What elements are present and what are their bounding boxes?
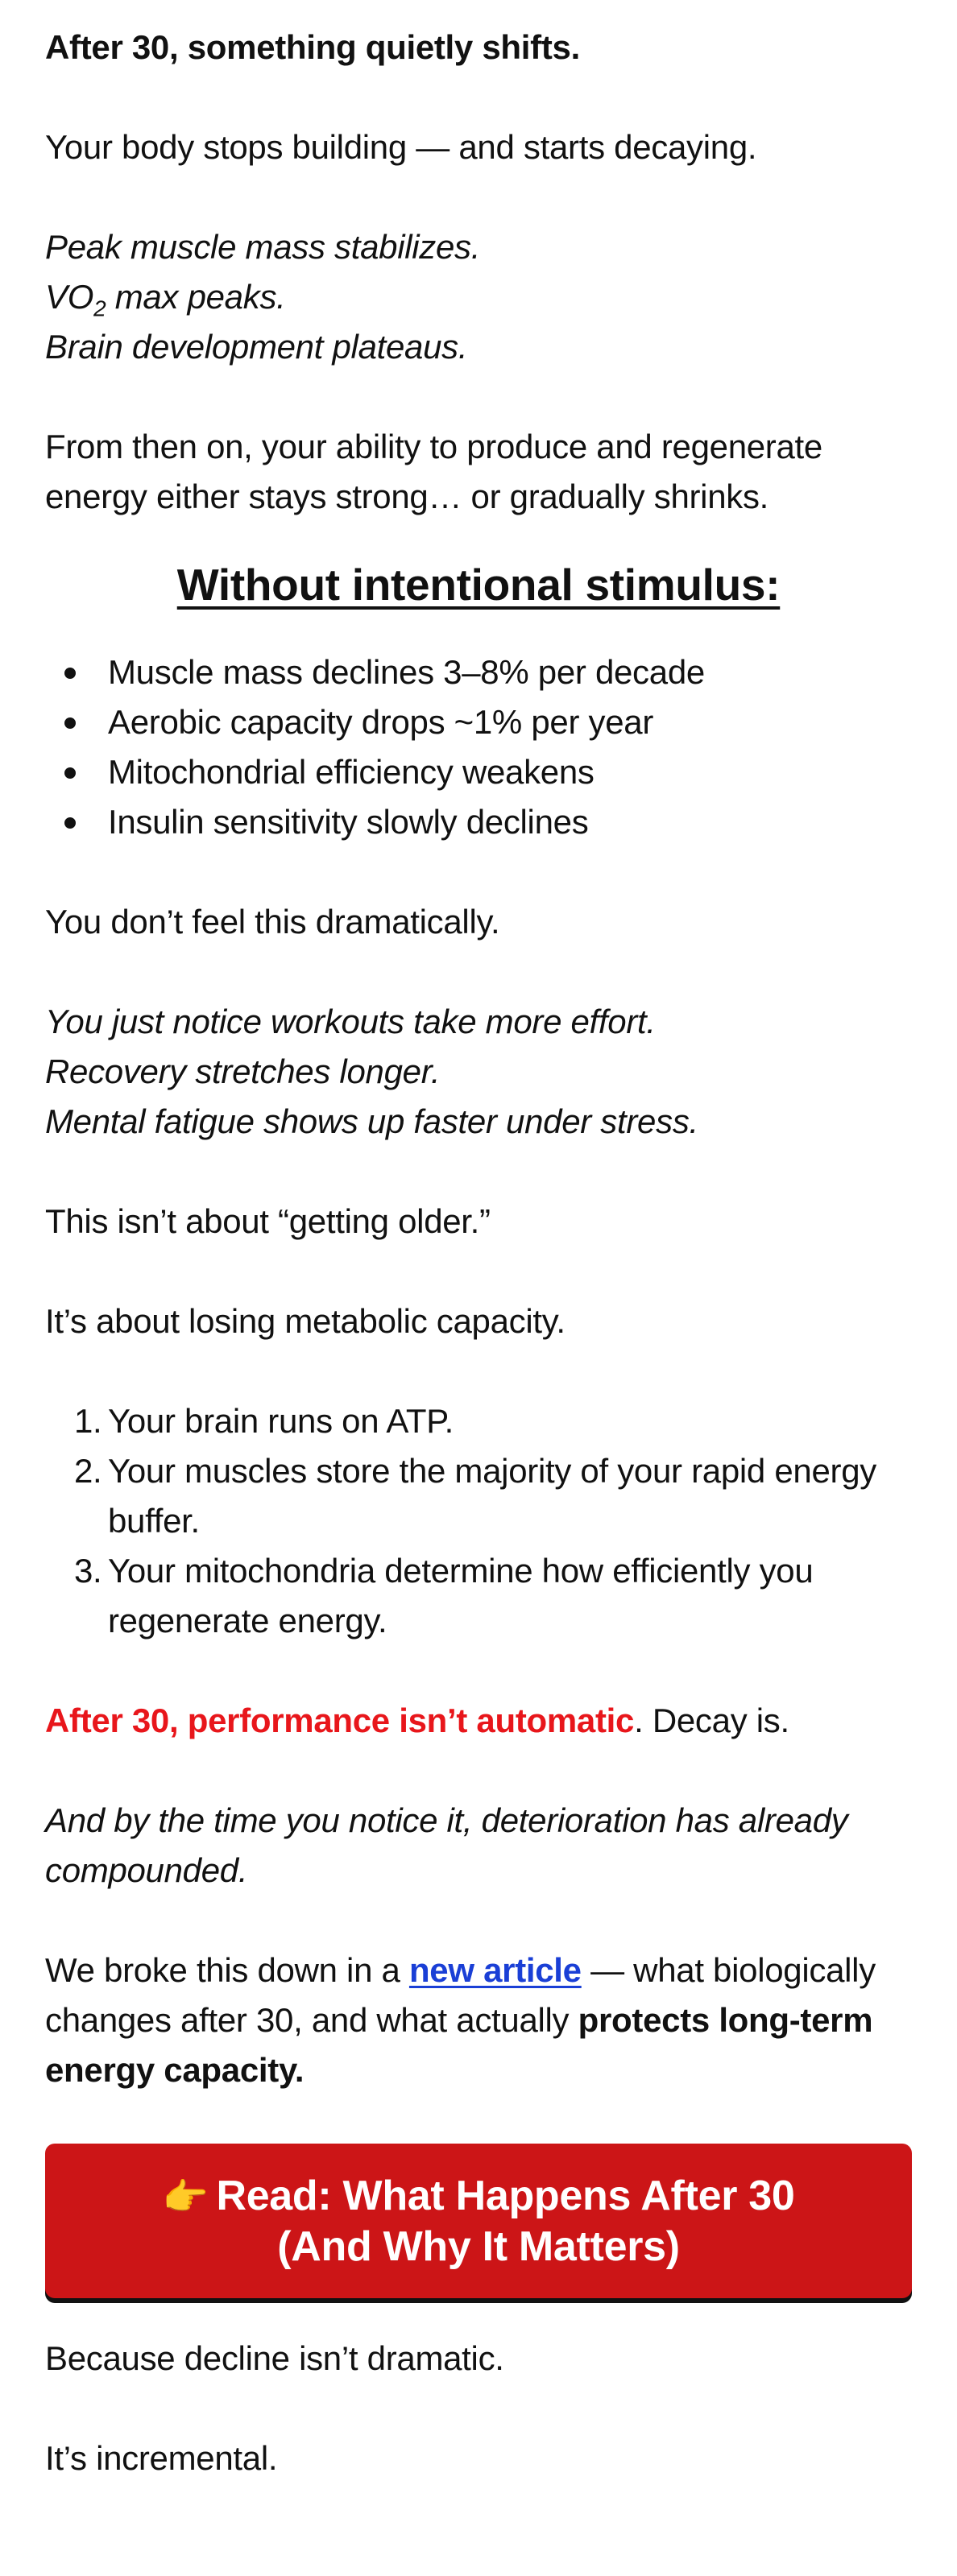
energy-numbered-list <box>45 1396 912 1646</box>
bullet-item: Insulin sensitivity slowly declines <box>64 797 912 847</box>
cta-label-2: (And Why It Matters) <box>277 2223 680 2270</box>
bullet-item: Mitochondrial efficiency weakens <box>64 747 912 797</box>
intro-heading: After 30, something quietly shifts. <box>45 28 580 66</box>
section-heading: Without intentional stimulus: <box>176 560 781 610</box>
decline-bullet-list <box>45 647 912 847</box>
closing-line: Because decline isn’t dramatic. <box>45 2339 504 2377</box>
intro-line: Your body stops building — and starts decaying. <box>45 128 757 166</box>
item-number: 3. <box>74 1552 102 1590</box>
article-paragraph <box>45 1945 912 2095</box>
numbered-item <box>74 1396 912 1446</box>
item-number: 1. <box>74 1402 102 1440</box>
italic-line-fatigue: Mental fatigue shows up faster under stress. <box>45 1102 698 1140</box>
numbered-item <box>74 1546 912 1646</box>
read-article-button[interactable] <box>45 2144 912 2298</box>
bullet-item: Aerobic capacity drops ~1% per year <box>64 697 912 747</box>
item-text: Your muscles store the majority of your rapid energy buffer. <box>108 1452 876 1540</box>
performance-line <box>45 1696 912 1746</box>
highlight-text: After 30, performance isn’t automatic <box>45 1701 635 1739</box>
item-number: 2. <box>74 1452 102 1490</box>
intro-paragraph: From then on, your ability to produce and regenerate energy either stays strong… or gradually shrinks. <box>45 428 822 515</box>
cta-line-1 <box>45 2171 912 2222</box>
metabolic-capacity-line: It’s about losing metabolic capacity. <box>45 1302 566 1340</box>
italic-line-muscle: Peak muscle mass stabilizes. <box>45 228 481 266</box>
italic-line-vo2 <box>45 272 912 322</box>
bullet-item: Muscle mass declines 3–8% per decade <box>64 647 912 697</box>
getting-older-line: This isn’t about “getting older.” <box>45 1202 491 1240</box>
vo2-subscript: 2 <box>93 296 106 321</box>
item-text: Your brain runs on ATP. <box>108 1402 454 1440</box>
incremental-line: It’s incremental. <box>45 2439 278 2477</box>
italic-line-workouts: You just notice workouts take more effort. <box>45 1003 656 1040</box>
italic-line-brain: Brain development plateaus. <box>45 328 468 366</box>
cta-wrapper <box>45 2144 912 2298</box>
article-mid: — what biologically changes after 30, and what actually <box>45 1951 876 2039</box>
cta-label-1: Read: What Happens After 30 <box>216 2173 795 2219</box>
italic-line-recovery: Recovery stretches longer. <box>45 1052 441 1090</box>
middle-line: You don’t feel this dramatically. <box>45 903 500 941</box>
item-text: Your mitochondria determine how efficiently you regenerate energy. <box>108 1552 814 1639</box>
compounded-line: And by the time you notice it, deterioration has already compounded. <box>45 1801 848 1889</box>
article-bold: protects long-term energy capacity. <box>45 2001 873 2089</box>
numbered-item <box>74 1446 912 1546</box>
vo2-prefix: VO <box>45 278 94 316</box>
article-prefix: We broke this down in a <box>45 1951 409 1989</box>
vo2-rest: max peaks. <box>114 278 286 316</box>
new-article-link[interactable]: new article <box>408 1951 582 1989</box>
performance-rest: . Decay is. <box>634 1701 789 1739</box>
pointing-hand-icon: 👉 <box>162 2176 209 2218</box>
